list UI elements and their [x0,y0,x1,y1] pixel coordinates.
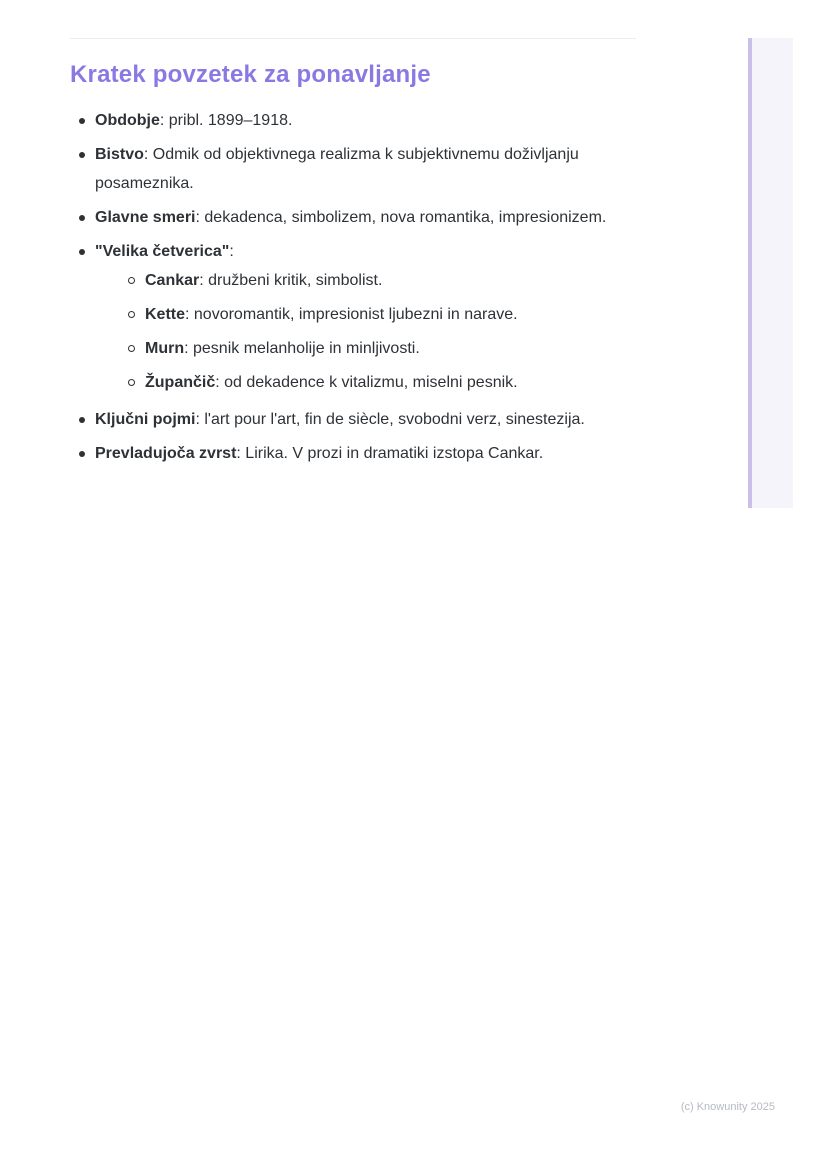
list-item [70,203,638,232]
list-item [70,140,638,198]
list-item [70,439,638,468]
sub-list-item [119,266,638,295]
sub-item-text: : od dekadence k vitalizmu, miselni pesnik. [215,374,518,391]
sub-item-label: Murn [145,340,185,357]
bullet-icon [79,152,85,158]
summary-list [70,106,638,468]
sub-item-label: Cankar [145,272,200,289]
list-item-label: Prevladujoča zvrst [95,445,237,462]
circle-bullet-icon [128,277,135,284]
sub-item-label: Župančič [145,374,216,391]
bullet-icon [79,249,85,255]
next-page-edge [748,38,793,508]
list-item-label: Obdobje [95,112,160,129]
list-item-label: Glavne smeri [95,209,196,226]
list-item-text: : l'art pour l'art, fin de siècle, svobodni verz, sinestezija. [195,411,585,428]
list-item-text: : dekadenca, simbolizem, nova romantika, impresionizem. [195,209,607,226]
sub-list-item [119,300,638,329]
bullet-icon [79,417,85,423]
list-item-text: : pribl. 1899–1918. [159,112,293,129]
list-item-text: : Odmik od objektivnega realizma k subjektivnemu doživljanju posameznika. [95,146,579,192]
authors-sublist [95,266,638,397]
list-item [70,405,638,434]
page-title: Kratek povzetek za ponavljanje [70,61,431,88]
circle-bullet-icon [128,311,135,318]
bullet-icon [79,215,85,221]
bullet-icon [79,118,85,124]
list-item-label: Bistvo [95,146,144,163]
bullet-icon [79,451,85,457]
sub-item-text: : družbeni kritik, simbolist. [199,272,383,289]
top-divider [70,38,636,39]
circle-bullet-icon [128,345,135,352]
sub-list-item [119,368,638,397]
copyright-note: (c) Knowunity 2025 [680,1101,775,1113]
document-content [70,61,638,473]
circle-bullet-icon [128,379,135,386]
sub-item-label: Kette [145,306,186,323]
list-item-text: : Lirika. V prozi in dramatiki izstopa Cankar. [236,445,544,462]
list-item-label: Ključni pojmi [95,411,196,428]
sub-item-text: : novoromantik, impresionist ljubezni in narave. [185,306,518,323]
list-item [70,237,638,397]
list-item [70,106,638,135]
list-item-text: : [229,243,234,260]
sub-list-item [119,334,638,363]
sub-item-text: : pesnik melanholije in minljivosti. [184,340,420,357]
list-item-label: "Velika četverica" [95,243,230,260]
